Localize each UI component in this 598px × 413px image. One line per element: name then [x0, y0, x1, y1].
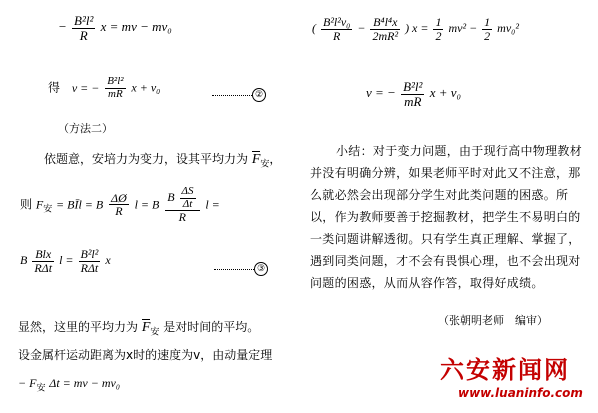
eq6-mv2: mv² − — [448, 20, 478, 35]
watermark-logo: 六安新闻网 — [440, 355, 570, 384]
eq4-x: x — [105, 252, 111, 267]
eq3-mid: = BĪl = B — [56, 197, 104, 212]
fraction-denominator: mR — [108, 87, 123, 100]
fraction-denominator: R — [178, 210, 187, 225]
eq6-mv02: mv₀² — [497, 20, 519, 35]
eq6-close-paren: ) x = — [405, 20, 429, 35]
fraction-numerator: Blx — [35, 247, 52, 261]
eq3-l1: l = B — [134, 197, 160, 212]
compound-numerator — [165, 186, 199, 210]
para1-end: ， — [269, 152, 282, 166]
fraction-denominator: 2 — [435, 28, 442, 43]
fraction-numerator: B²l² — [74, 13, 94, 28]
eq2-lhs: v = − — [71, 80, 100, 95]
compound-numerator-b: B — [167, 189, 175, 204]
para1-average-force: F — [251, 152, 261, 167]
eq5-rhs: Δt = mv − mv₀ — [49, 376, 121, 390]
fraction-denominator: R — [115, 204, 123, 219]
eq7-lhs: v = − — [366, 85, 396, 101]
equation-6 — [312, 16, 519, 42]
para1-text: 依题意，安培力为变力，设其平均力为 — [44, 152, 249, 166]
eq3-prefix: 则 — [20, 197, 33, 212]
fraction-numerator: ΔØ — [111, 190, 127, 205]
fraction-denominator: R — [79, 27, 88, 43]
eq7-rhs: x + v₀ — [429, 85, 462, 101]
fraction — [109, 192, 129, 218]
eq6-minus: − — [357, 20, 366, 35]
eq4-circle-number: ③ — [254, 262, 268, 276]
method-label: （方法二） — [58, 122, 113, 135]
fraction-denominator: RΔt — [34, 260, 53, 275]
eq2-marker — [212, 88, 266, 102]
eq5-lhs: − F — [18, 376, 37, 390]
para2-text-b: 是对时间的平均。 — [163, 320, 260, 334]
fraction — [401, 80, 424, 108]
author-credit: （张朝明老师 编审） — [438, 314, 548, 327]
para2-text-a: 显然，这里的平均力为 — [18, 320, 139, 334]
eq2-rhs: x + v₀ — [131, 80, 161, 95]
equation-1 — [58, 14, 172, 42]
minus-sign: − — [58, 19, 67, 35]
fraction-half — [482, 16, 492, 42]
inner-fraction — [180, 186, 196, 210]
fraction — [72, 14, 95, 42]
fraction-numerator: B⁴l⁴x — [373, 15, 398, 29]
fraction — [79, 248, 101, 274]
fraction — [321, 16, 352, 42]
fraction-denominator: R — [333, 28, 341, 43]
eq2-circle-number: ② — [252, 88, 266, 102]
fraction-half — [433, 16, 443, 42]
fraction — [105, 76, 125, 100]
eq3-subscript: 安 — [43, 204, 53, 215]
summary-paragraph: 小结：对于变力问题，由于现行高中物理教材并没有明确分辨，如果老师平时对此又不注意，那么就必然会出现部分学生对此类问题的困惑。所以，作为教师要善于挖掘教材，把学生不易明白的一类问题讲解透彻。只有学生真正理解、掌握了，遇到同类问题，才不会有畏惧心理，也不会出现对问题的困惑，从而从容作答，取得好成绩。 — [310, 144, 583, 290]
para2-average-force: F — [141, 320, 151, 335]
fraction-denominator: 2 — [484, 28, 491, 43]
fraction-numerator: B²l² — [403, 79, 423, 94]
para2-subscript: 安 — [150, 327, 160, 338]
eq6-open-paren: ( — [312, 20, 316, 35]
inner-denominator: Δt — [182, 197, 193, 210]
eq5-subscript: 安 — [36, 383, 46, 394]
eq3-force: F — [35, 197, 44, 212]
fraction-numerator: B²l² — [107, 75, 124, 87]
paragraph-1 — [44, 150, 281, 169]
fraction-numerator: B²l²v₀ — [323, 15, 351, 29]
watermark-url: www.luaninfo.com — [458, 386, 583, 400]
fraction-numerator: B²l² — [80, 247, 99, 261]
eq2-prefix: 得 — [48, 80, 61, 95]
eq4-l: l = — [59, 252, 74, 267]
fraction-denominator: 2mR² — [372, 28, 399, 43]
paragraph-2 — [18, 318, 259, 337]
eq3-l2: l = — [205, 197, 220, 212]
fraction-numerator: 1 — [435, 15, 442, 29]
eq4-b: B — [20, 252, 28, 267]
fraction — [370, 16, 400, 42]
equation-5 — [18, 376, 120, 393]
fraction-denominator: mR — [404, 93, 422, 109]
equation-rhs: x = mv − mv₀ — [100, 19, 172, 35]
compound-fraction — [165, 186, 199, 224]
eq4-marker — [214, 262, 268, 276]
inner-numerator: ΔS — [181, 185, 194, 197]
equation-4 — [20, 248, 111, 274]
equation-7 — [366, 80, 461, 108]
equation-3 — [20, 186, 220, 224]
paragraph-3: 设金属杆运动距离为x时的速度为v，由动量定理 — [18, 348, 273, 362]
fraction-denominator: RΔt — [80, 260, 99, 275]
para1-subscript: 安 — [260, 159, 270, 170]
equation-2 — [48, 76, 160, 100]
fraction — [32, 248, 54, 274]
fraction-numerator: 1 — [484, 15, 491, 29]
